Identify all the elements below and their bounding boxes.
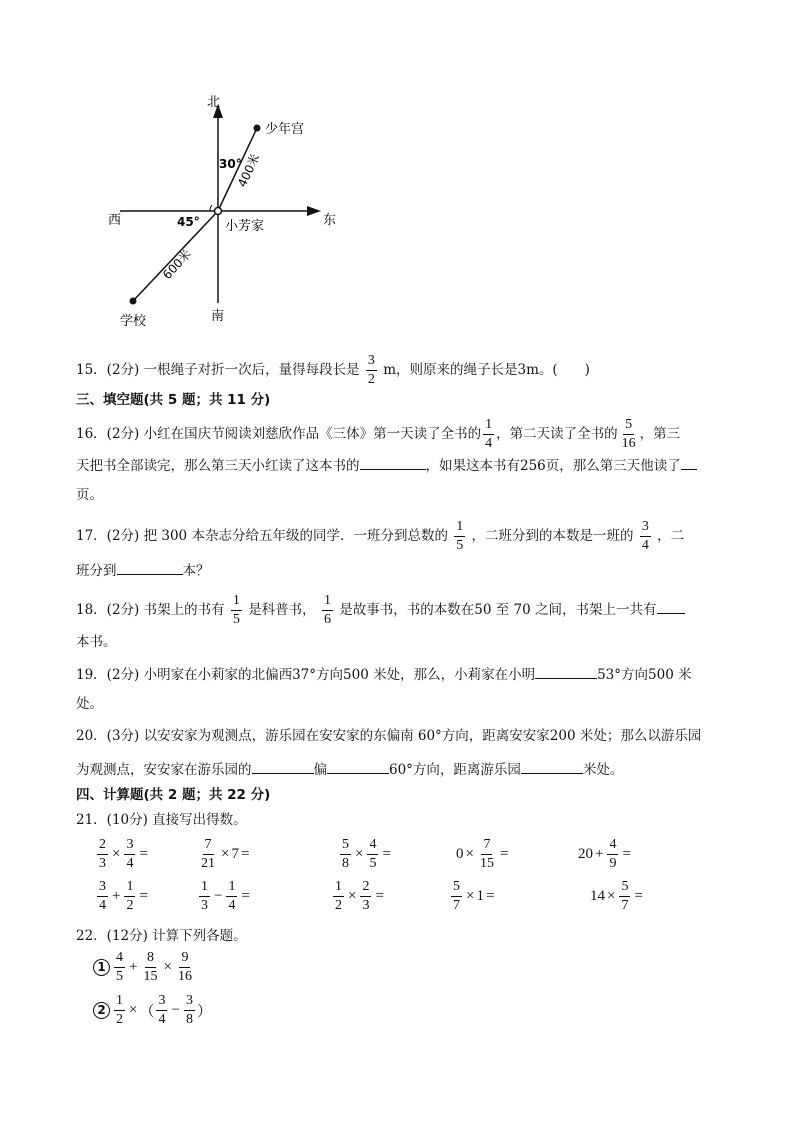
q21-expr-8: $\frac{1}{2}$ × $\frac{2}{3}$ = [335, 879, 384, 913]
q16-blank-2[interactable] [681, 455, 697, 470]
q18-fraction-2: $\frac{1}{6}$ [323, 593, 331, 627]
west-label: 西 [108, 213, 122, 228]
question-18-line1: 18．(2分) 书架上的书有 $\frac{1}{5}$ 是科普书， $\frac{1}{6}$ 是故事书，书的本数在50 至 70 之间，书架上一共有 [76, 594, 685, 627]
q21-expr-10: 14 × $\frac{5}{7}$ = [590, 879, 643, 913]
question-21-title: 21．(10分) 直接写出得数。 [76, 812, 247, 828]
circled-number-1: 1 [93, 959, 110, 976]
q16-fraction-1: $\frac{1}{4}$ [485, 417, 493, 451]
question-20-line1: 20．(3分) 以安安家为观测点，游乐园在安安家的东偏南 60°方向，距离安安家200 米处；那么以游乐园 [76, 728, 702, 744]
q16-blank-1[interactable] [360, 455, 426, 470]
question-16-line2: 天把书全部读完，那么第三天小红读了这本书的 ，如果这本书有256页，那么第三天他读了 [76, 455, 697, 476]
question-17-line2: 班分到 本？ [76, 560, 210, 581]
school-label: 学校 [120, 314, 147, 329]
q21-expr-2: $\frac{7}{21}$ × 7 = [201, 837, 250, 871]
q21-expr-6: $\frac{3}{4}$ + $\frac{1}{2}$ = [99, 879, 148, 913]
q20-blank-2[interactable] [327, 759, 389, 774]
east-label: 东 [323, 213, 337, 228]
q21-expr-4: 0 × $\frac{7}{15}$ = [456, 837, 509, 871]
dist-palace-label: 400米 [235, 151, 263, 190]
school-point [130, 298, 137, 305]
q16-fraction-2: $\frac{5}{16}$ [621, 417, 636, 451]
dist-school-label: 600米 [159, 246, 195, 283]
q15-fraction: $\frac{3}{2}$ [367, 353, 375, 387]
home-point [215, 208, 222, 215]
q21-expr-1: $\frac{2}{3}$ × $\frac{3}{4}$ = [99, 837, 148, 871]
north-label: 北 [207, 95, 221, 110]
angle-arc [210, 205, 212, 211]
q20-blank-1[interactable] [252, 759, 314, 774]
q18-blank[interactable] [657, 599, 685, 614]
q22-problem-2: 2 $\frac{1}{2}$ × （ $\frac{3}{4}$ − $\frac{3}{8}$ ） [93, 994, 212, 1027]
question-15: 15．(2分) 一根绳子对折一次后，量得每段长是 $\frac{3}{2}$ m，则原来的绳子长是3m。( ) [76, 353, 590, 387]
home-label: 小芳家 [225, 219, 265, 234]
q17-blank[interactable] [117, 560, 183, 575]
angle-west-label: 45° [177, 215, 200, 229]
q21-expr-5: 20 + $\frac{4}{9}$ = [578, 837, 631, 871]
question-18-line2: 本书。 [76, 634, 117, 650]
question-19-line1: 19．(2分) 小明家在小莉家的北偏西37°方向500 米处，那么，小莉家在小明 53°方向500 米 [76, 664, 692, 685]
angle-north-label: 30° [219, 157, 242, 171]
question-17-line1: 17．(2分) 把 300 本杂志分给五年级的同学．一班分到总数的 $\frac{1}{5}$ ，二班分到的本数是一班的 $\frac{3}{4}$ ，二 [76, 519, 685, 553]
q21-expr-3: $\frac{5}{8}$ × $\frac{4}{5}$ = [342, 837, 391, 871]
east-arrow [307, 206, 321, 216]
q20-blank-3[interactable] [521, 759, 583, 774]
south-label: 南 [211, 309, 225, 324]
q22-problem-1: 1 $\frac{4}{5}$ + $\frac{8}{15}$ × $\frac{9}{16}$ [93, 951, 196, 984]
q17-fraction-1: $\frac{1}{5}$ [456, 519, 464, 553]
palace-label: 少年宫 [265, 122, 305, 137]
q18-fraction-1: $\frac{1}{5}$ [232, 593, 240, 627]
circled-number-2: 2 [93, 1002, 110, 1019]
question-16-line3: 页。 [76, 487, 103, 503]
question-20-line2: 为观测点，安安家在游乐园的 偏 60°方向，距离游乐园 米处。 [76, 759, 623, 780]
q21-expr-9: $\frac{5}{7}$ × 1 = [453, 879, 495, 913]
direction-diagram [95, 88, 355, 333]
question-16-line1: 16．(2分) 小红在国庆节阅读刘慈欣作品《三体》第一天读了全书的 $\frac{1}{4}$ ，第二天读了全书的 $\frac{5}{16}$ ，第三 [76, 417, 681, 451]
q19-blank[interactable] [535, 664, 597, 679]
q17-fraction-2: $\frac{3}{4}$ [641, 519, 649, 553]
question-22-title: 22．(12分) 计算下列各题。 [76, 928, 247, 944]
question-19-line2: 处。 [76, 696, 103, 712]
palace-point [254, 125, 261, 132]
q21-expr-7: $\frac{1}{3}$ − $\frac{1}{4}$ = [201, 879, 250, 913]
section-4-heading: 四、计算题(共 2 题；共 22 分) [76, 787, 271, 803]
section-3-heading: 三、填空题(共 5 题；共 11 分) [76, 392, 271, 408]
